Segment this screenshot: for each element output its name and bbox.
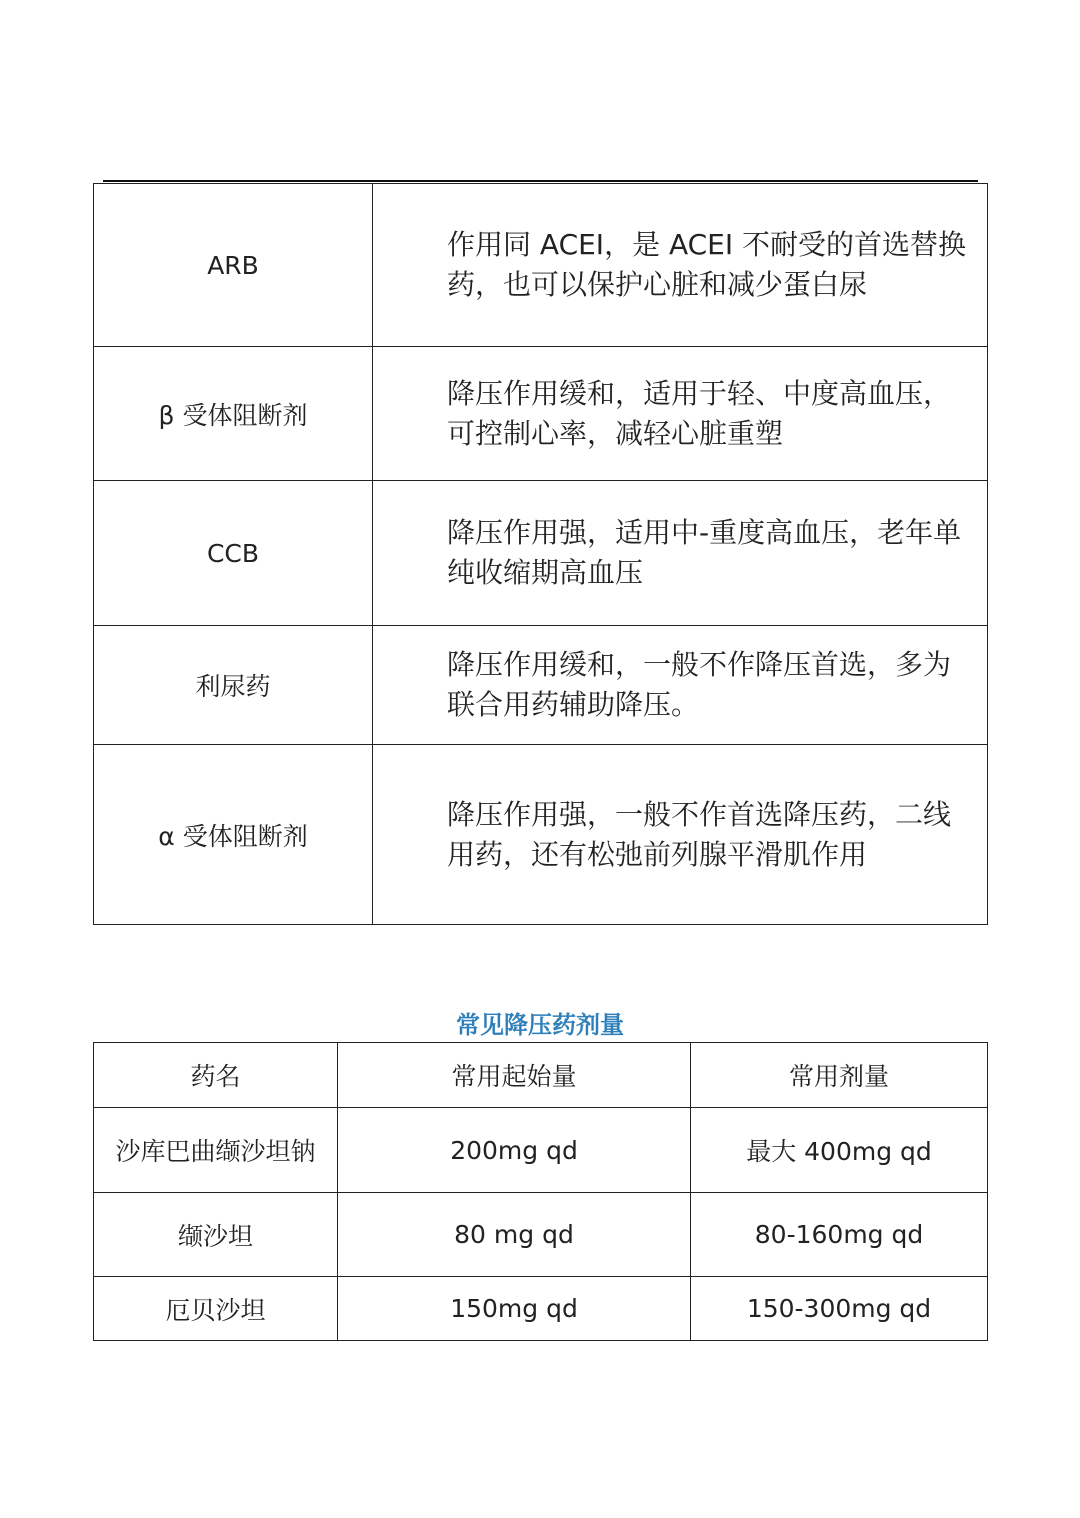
- column-header-usual-dose: 常用剂量: [691, 1043, 988, 1108]
- starting-dose-cell: 200mg qd: [338, 1108, 691, 1193]
- drug-class-description: 降压作用缓和，一般不作降压首选，多为联合用药辅助降压。: [373, 626, 988, 745]
- column-header-drug-name: 药名: [94, 1043, 338, 1108]
- drug-class-name: CCB: [94, 481, 373, 626]
- usual-dose-cell: 150-300mg qd: [691, 1277, 988, 1341]
- top-rule: [103, 180, 978, 182]
- drug-class-description: 降压作用强，适用中-重度高血压，老年单纯收缩期高血压: [373, 481, 988, 626]
- table-header-row: [94, 1043, 988, 1108]
- table-row: [94, 745, 988, 925]
- dose-table: [93, 1042, 988, 1341]
- starting-dose-cell: 80 mg qd: [338, 1193, 691, 1277]
- table-row: [94, 1108, 988, 1193]
- table-row: [94, 626, 988, 745]
- drug-class-description: 作用同 ACEI，是 ACEI 不耐受的首选替换药，也可以保护心脏和减少蛋白尿: [373, 184, 988, 347]
- table-row: [94, 1193, 988, 1277]
- drug-name-cell: 沙库巴曲缬沙坦钠: [94, 1108, 338, 1193]
- drug-class-name: 利尿药: [94, 626, 373, 745]
- table-row: [94, 1277, 988, 1341]
- table-row: [94, 184, 988, 347]
- column-header-starting-dose: 常用起始量: [338, 1043, 691, 1108]
- drug-name-cell: 厄贝沙坦: [94, 1277, 338, 1341]
- dose-table-title: 常见降压药剂量: [456, 1011, 624, 1039]
- drug-class-name: α 受体阻断剂: [94, 745, 373, 925]
- starting-dose-cell: 150mg qd: [338, 1277, 691, 1341]
- drug-class-name: ARB: [94, 184, 373, 347]
- usual-dose-cell: 最大 400mg qd: [691, 1108, 988, 1193]
- drug-class-description: 降压作用强，一般不作首选降压药，二线用药，还有松弛前列腺平滑肌作用: [373, 745, 988, 925]
- drug-name-cell: 缬沙坦: [94, 1193, 338, 1277]
- table-row: [94, 347, 988, 481]
- drug-class-description: 降压作用缓和，适用于轻、中度高血压，可控制心率，减轻心脏重塑: [373, 347, 988, 481]
- drug-class-name: β 受体阻断剂: [94, 347, 373, 481]
- usual-dose-cell: 80-160mg qd: [691, 1193, 988, 1277]
- drug-class-table: [93, 183, 988, 925]
- table-row: [94, 481, 988, 626]
